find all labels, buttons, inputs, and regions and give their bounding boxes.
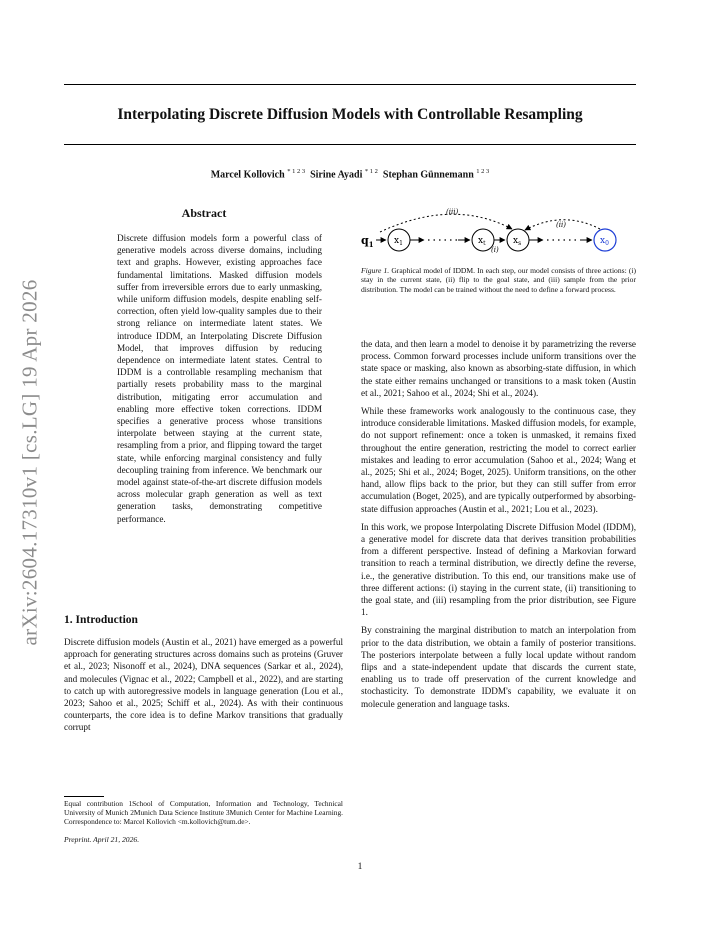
figure-caption-label: Figure 1.	[361, 266, 390, 275]
arc-label-iii: (iii)	[446, 208, 459, 216]
footnote-rule	[64, 796, 104, 797]
figure-caption-text: Graphical model of IDDM. In each step, our model consists of three actions: (i) stay in the current state, (ii) flip to the goal state, and (iii) sample from the prior distribution. The model can be trained without the need to define a forward process.	[361, 266, 636, 294]
author-affiliation: * 1 2 3	[287, 168, 306, 175]
node-x1-label: $x_1$	[394, 236, 403, 247]
arxiv-identifier-stamp: arXiv:2604.17310v1 [cs.LG] 19 Apr 2026	[17, 279, 42, 646]
abstract-heading: Abstract	[181, 206, 227, 220]
author-name: Sirine Ayadi	[310, 169, 363, 181]
q-label: $q_1$	[361, 234, 374, 249]
paper-title: Interpolating Discrete Diffusion Models with Controllable Resampling	[117, 106, 583, 123]
title-bottom-rule	[64, 144, 636, 145]
paragraph: In this work, we propose Interpolating Discrete Diffusion Model (IDDM), a generative model for discrete data that derives transition probabilities from a different perspective. Instead of defining a Markovian forward transition to reach a terminal distribution, we directly define the reverse, i.e., the generative distribution. To this end, our transitions make use of three different actions: (i) staying in the current state, (ii) transitioning to the goal state, and (iii) resampling from the prior distribution, see Figure 1.	[361, 521, 636, 618]
abstract-text: Discrete diffusion models form a powerful class of generative models across diverse domains, including text and graphs. However, existing approaches face fundamental limitations. Masked diffusion models suffer from irreversible errors due to early unmasking, while uniform diffusion models, despite enabling self-correction, often yield low-quality samples due to their strong reliance on intermediate latent states. We introduce IDDM, an Interpolating Discrete Diffusion Model, that improves diffusion by reducing dependence on intermediate latent states. Central to IDDM is a controllable resampling mechanism that partially resets probability mass to the marginal distribution, mitigating error accumulation and enabling more effective token corrections. IDDM specifies a generative process whose transitions interpolate between staying at the current state, resampling from a prior, and flipping toward the target state, while enforcing marginal consistency and fully decoupling training from inference. We benchmark our model against state-of-the-art discrete diffusion models across molecular graph generation as well as text generation tasks, demonstrating competitive performance.	[117, 233, 322, 524]
title-top-rule	[64, 84, 636, 85]
footnote: Equal contribution 1School of Computation, Information and Technology, Technical University of Munich 2Munich Data Science Institute 3Munich Center for Machine Learning. Correspondence to: Marcel Kollovich <m.kollovich@tum.de>.	[64, 799, 343, 827]
author-affiliation: * 1 2	[364, 168, 378, 175]
introduction-text: Discrete diffusion models (Austin et al., 2021) have emerged as a powerful approach for generating structures across domains such as proteins (Gruver et al., 2023; Nisonoff et al., 2024), DNA sequences (Sarkar et al., 2024), and molecules (Vignac et al., 2022; Campbell et al., 2022), and are starting to catch up with autoregressive models in language generation (Lou et al., 2023; Sahoo et al., 2025; Schiff et al., 2024). As with their continuous counterparts, the core idea is to define Markov transitions that gradually corrupt	[64, 637, 343, 733]
arc-label-ii: (ii)	[556, 221, 566, 229]
preprint-date: Preprint. April 21, 2026.	[64, 835, 140, 844]
graphical-model-figure	[358, 200, 636, 262]
paragraph: While these frameworks work analogously to the continuous case, they introduce considerable limitations. Masked diffusion models, for example, do not support refinement: once a token is unmasked, it remains fixed throughout the entire generation, restricting the model to correct earlier mistakes and leading to error accumulation (Sahoo et al., 2024; Wang et al., 2025; Shi et al., 2024; Boget, 2025). Uniform transitions, on the other hand, allow flips back to the prior, but they can still suffer from error accumulation (Boget, 2025), and are typically outperformed by absorbing-state diffusion approaches (Austin et al., 2021; Lou et al., 2023).	[361, 406, 636, 514]
node-xt-label: $x_t$	[478, 236, 486, 247]
paragraph: the data, and then learn a model to denoise it by parametrizing the reverse process. Common forward processes include uniform transitions over the state space or masking, also known as absorbing-state diffusion, in which the state either remains unchanged or transitions to a mask token (Austin et al., 2021; Sahoo et al., 2024; Shi et al., 2024).	[361, 339, 636, 398]
author-name: Stephan Günnemann	[382, 169, 474, 181]
section-heading-introduction: 1. Introduction	[64, 614, 138, 626]
arc-label-i: (i)	[491, 246, 499, 254]
author-name: Marcel Kollovich	[210, 169, 285, 181]
right-column-text	[361, 338, 636, 716]
node-x0-label: $x_0$	[600, 236, 609, 247]
paragraph: By constraining the marginal distribution to match an interpolation from prior to the data distribution, we obtain a family of posterior transitions. The posteriors interpolate between a fully local update without random flips and a state-independent update that discards the current state, enabling us to trade off preservation of the current knowledge and stochasticity. To demonstrate IDDM's capability, we evaluate it on molecule generation and language tasks.	[361, 625, 636, 709]
page-number: 1	[357, 862, 363, 872]
figure-caption	[361, 266, 636, 294]
author-affiliation: 1 2 3	[476, 168, 490, 175]
author-list	[64, 168, 636, 180]
node-xs-label: $x_s$	[513, 236, 522, 247]
